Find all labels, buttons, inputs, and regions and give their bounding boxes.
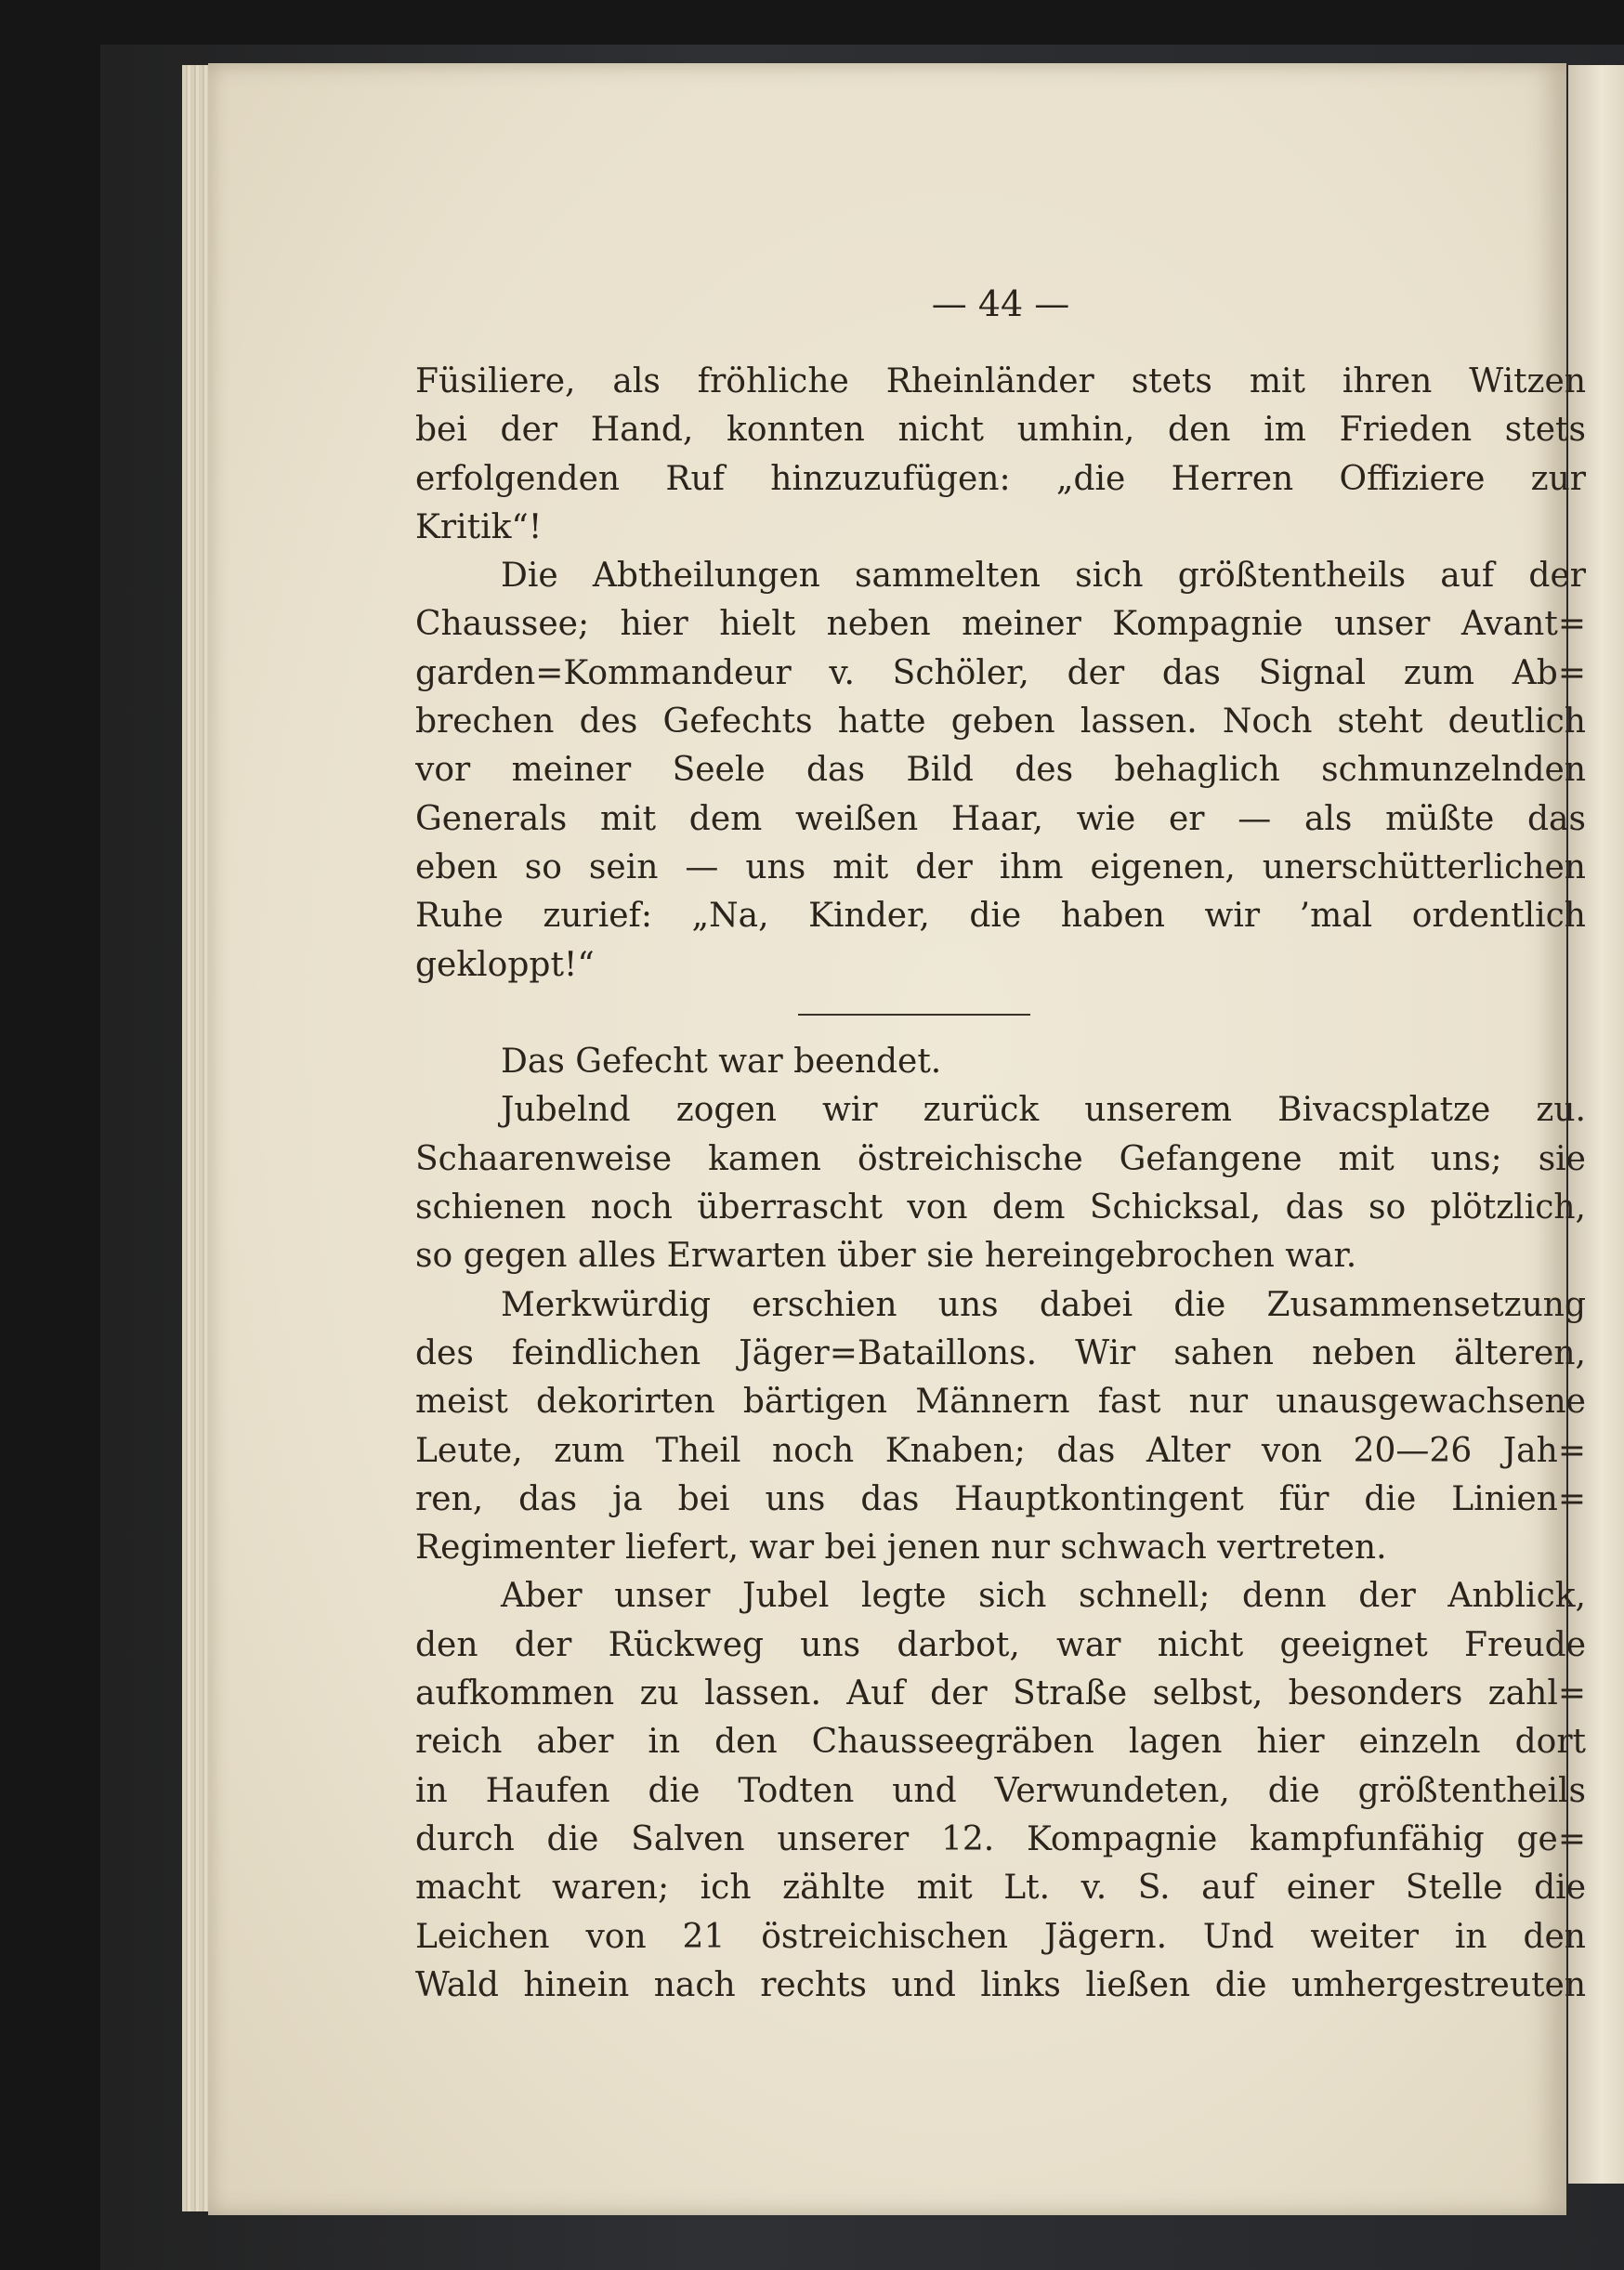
text-line: brechen des Gefechts hatte geben lassen. Noch steht deutlich <box>415 702 1586 741</box>
body-text <box>415 358 1586 2010</box>
text-line: Schaarenweise kamen östreichische Gefangene mit uns; sie <box>415 1139 1586 1178</box>
page-number: — 44 — <box>931 283 1070 324</box>
text-line: Chaussee; hier hielt neben meiner Kompagnie unser Avant= <box>415 605 1586 644</box>
text-line: Ruhe zurief: „Na, Kinder, die haben wir ’mal ordentlich <box>415 897 1586 936</box>
text-line: Die Abtheilungen sammelten sich größtentheils auf der <box>501 557 1586 596</box>
text-line: Jubelnd zogen wir zurück unserem Bivacsplatze zu. <box>501 1091 1586 1130</box>
text-line: Merkwürdig erschien uns dabei die Zusammensetzung <box>501 1285 1586 1324</box>
text-line: Füsiliere, als fröhliche Rheinländer stets mit ihren Witzen <box>415 362 1586 400</box>
text-line: des feindlichen Jäger=Bataillons. Wir sahen neben älteren, <box>415 1333 1586 1372</box>
text-line: gekloppt!“ <box>415 945 595 984</box>
text-line: ren, das ja bei uns das Hauptkontingent für die Linien= <box>415 1479 1586 1518</box>
text-line: Kritik“! <box>415 507 543 546</box>
text-line: Aber unser Jubel legte sich schnell; denn der Anblick, <box>501 1577 1586 1616</box>
section-divider <box>415 990 1586 1038</box>
text-line: reich aber in den Chausseegräben lagen hier einzeln dort <box>415 1723 1586 1762</box>
text-line: garden=Kommandeur v. Schöler, der das Signal zum Ab= <box>415 653 1586 692</box>
text-line: schienen noch überrascht von dem Schicksal, das so plötzlich, <box>415 1188 1586 1227</box>
text-line: meist dekorirten bärtigen Männern fast nur unausgewachsene <box>415 1383 1586 1422</box>
text-line: Generals mit dem weißen Haar, wie er — als müßte das <box>415 799 1586 838</box>
text-line: aufkommen zu lassen. Auf der Straße selbst, besonders zahl= <box>415 1674 1586 1713</box>
text-line: bei der Hand, konnten nicht umhin, den im Frieden stets <box>415 411 1586 450</box>
text-line: durch die Salven unserer 12. Kompagnie kampfunfähig ge= <box>415 1819 1586 1858</box>
divider-rule <box>798 1014 1030 1016</box>
book-page <box>208 63 1586 2215</box>
text-line: den der Rückweg uns darbot, war nicht geeignet Freude <box>415 1625 1586 1664</box>
text-line: Das Gefecht war beendet. <box>501 1043 942 1082</box>
text-line: in Haufen die Todten und Verwundeten, die größtentheils <box>415 1771 1586 1810</box>
text-line: Leute, zum Theil noch Knaben; das Alter von 20—26 Jah= <box>415 1431 1586 1470</box>
text-line: erfolgenden Ruf hinzuzufügen: „die Herren Offiziere zur <box>415 459 1586 498</box>
page-edges <box>182 65 210 2211</box>
text-line: eben so sein — uns mit der ihm eigenen, unerschütterlichen <box>415 847 1586 886</box>
text-line: Wald hinein nach rechts und links ließen die umhergestreuten <box>415 1965 1586 2004</box>
text-line: vor meiner Seele das Bild des behaglich schmunzelnden <box>415 751 1586 790</box>
text-line: so gegen alles Erwarten über sie hereingebrochen war. <box>415 1237 1357 1276</box>
text-line: Leichen von 21 östreichischen Jägern. Und weiter in den <box>415 1917 1586 1956</box>
text-line: Regimenter liefert, war bei jenen nur schwach vertreten. <box>415 1529 1387 1568</box>
text-line: macht waren; ich zählte mit Lt. v. S. auf einer Stelle die <box>415 1869 1586 1908</box>
